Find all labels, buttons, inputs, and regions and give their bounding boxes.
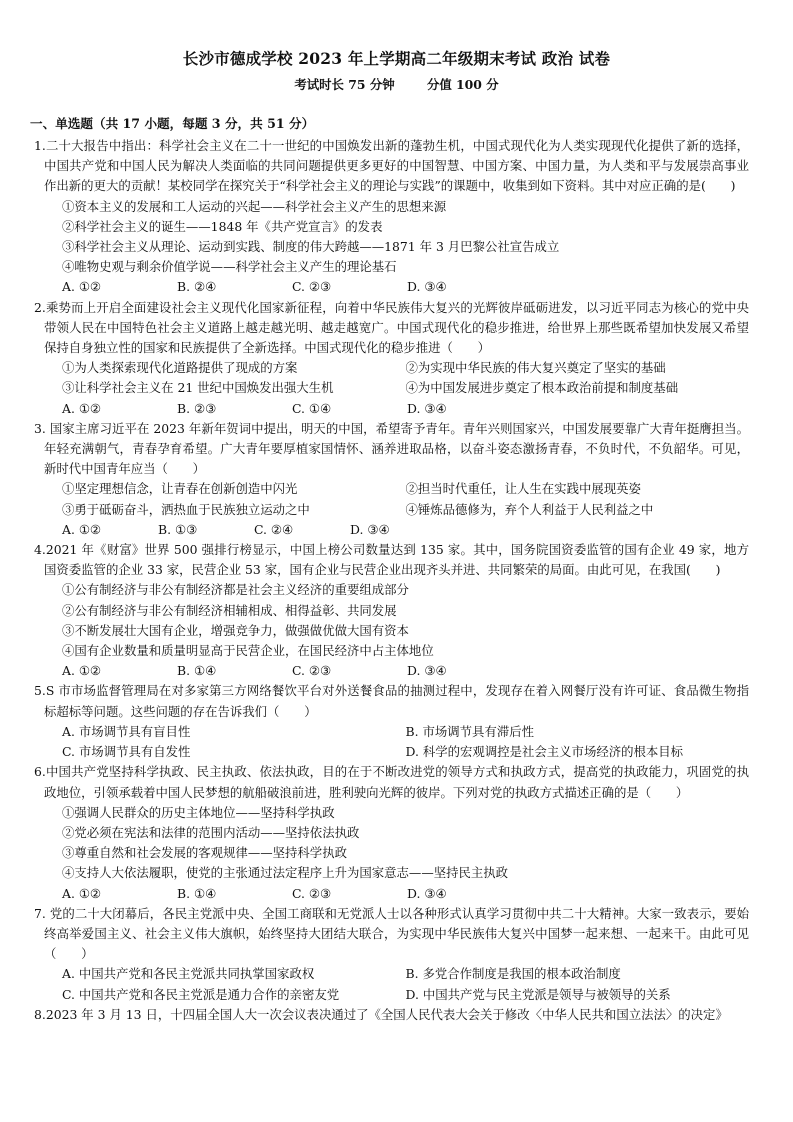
choice-a: A. ①② (62, 400, 102, 416)
choice-c: C. ②③ (292, 663, 332, 679)
choice-b: B. ①④ (177, 885, 217, 901)
choice-c: C. 中国共产党和各民主党派是通力合作的亲密友党 (62, 986, 340, 1002)
choice-d: D. ③④ (407, 279, 447, 295)
question-3 (0, 419, 793, 540)
statement-option: ③勇于砥砺奋斗，洒热血于民族独立运动之中 (62, 501, 310, 517)
section-heading: 一、单选题（共 17 小题，每题 3 分，共 51 分） (30, 116, 315, 131)
statement-option-row (0, 378, 793, 398)
exam-title: 长沙市德成学校 2023 年上学期高二年级期末考试 政治 试卷 (182, 49, 611, 68)
statement-option: ④锤炼品德修为，弃个人利益于人民利益之中 (405, 501, 654, 517)
question-8 (0, 1005, 793, 1033)
question-6 (0, 762, 793, 903)
choice-d: D. 科学的宏观调控是社会主义市场经济的根本目标 (405, 744, 684, 760)
question-stem: 5.S 市市场监督管理局在对多家第三方网络餐饮平台对外送餐食品的抽测过程中，发现存在着入网餐厅没有许可证、食品微生物指标超标等问题。这些问题的存在告诉我们（ ） (34, 683, 749, 719)
choice-b: B. 多党合作制度是我国的根本政治制度 (405, 966, 621, 982)
statement-option-row (0, 500, 793, 520)
question-list (0, 136, 793, 1033)
question-7 (0, 904, 793, 1005)
statement-option: ④国有企业数量和质量明显高于民营企业，在国民经济中占主体地位 (62, 643, 434, 659)
choice-c: C. ②③ (292, 885, 332, 901)
question-stem: 8.2023 年 3 月 13 日，十四届全国人大一次会议表决通过了《全国人民代表大会关于修改〈中华人民共和国立法法〉的决定》 (34, 1006, 728, 1022)
answer-choices (0, 884, 793, 904)
question-2 (0, 298, 793, 419)
statement-option: ①强调人民群众的历史主体地位——坚持科学执政 (62, 804, 335, 820)
question-1 (0, 136, 793, 298)
statement-option: ②为实现中华民族的伟大复兴奠定了坚实的基础 (405, 360, 666, 376)
statement-option: ③让科学社会主义在 21 世纪中国焕发出强大生机 (62, 380, 334, 396)
choice-b: B. ①③ (158, 521, 198, 537)
choice-b: B. 市场调节具有滞后性 (405, 723, 534, 739)
choice-a: A. ①② (62, 521, 102, 537)
choice-c: C. ①④ (292, 400, 332, 416)
statement-option-row (0, 479, 793, 499)
statement-option: ②公有制经济与非公有制经济相辅相成、相得益彰、共同发展 (62, 602, 397, 618)
statement-option: ①坚定理想信念，让青春在创新创造中闪光 (62, 481, 298, 497)
question-stem: 1.二十大报告中指出：科学社会主义在二十一世纪的中国焕发出新的蓬勃生机，中国式现代化为人类实现现代化提供了新的选择，中国共产党和中国人民为解决人类面临的共同问题提供更多更好的中国智慧、中国方案、中国力量，为人类和平与发展崇高事业作出新的更大的贡献！某校同学在探究关于“科学社会主义的理论与实践”的课题中，收集到如下资料。其中对应正确的是( ) (34, 138, 749, 194)
question-stem: 7. 党的二十大闭幕后，各民主党派中央、全国工商联和无党派人士以各种形式认真学习贯彻中共二十大精神。大家一致表示，要始终高举爱国主义、社会主义伟大旗帜，始终坚持大团结大联合，为实现中华民族伟大复兴中国梦一起来想、一起来干。由此可见（ ） (34, 905, 749, 962)
statement-option: ②担当时代重任，让人生在实践中展现英姿 (405, 481, 641, 497)
choice-a: A. ①② (62, 663, 102, 679)
choice-d: D. 中国共产党与民主党派是领导与被领导的关系 (405, 986, 671, 1002)
question-stem: 2.乘势而上开启全面建设社会主义现代化国家新征程，向着中华民族伟大复兴的光辉彼岸砥砺进发，以习近平同志为核心的党中央带领人民在中国特色社会主义道路上越走越光明、越走越宽广。中国式现代化的稳步推进，给世界上那些既希望加快发展又希望保持自身独立性的国家和民族提供了全新选择。中国式现代化的稳步推进（ ） (34, 299, 749, 356)
choice-d: D. ③④ (407, 663, 447, 679)
choice-a: A. ①② (62, 885, 102, 901)
statement-option: ①资本主义的发展和工人运动的兴起——科学社会主义产生的思想来源 (62, 198, 447, 214)
statement-option-row (0, 358, 793, 378)
question-stem: 3. 国家主席习近平在 2023 年新年贺词中提出，明天的中国，希望寄予青年。青年兴则国家兴，中国发展要靠广大青年挺膺担当。年轻充满朝气，青春孕育希望。广大青年要厚植家国情怀、涵养进取品格，以奋斗姿态激扬青春，不负时代，不负韶华。可见，新时代中国青年应当（ ） (34, 420, 749, 477)
statement-option: ③不断发展壮大国有企业，增强竞争力，做强做优做大国有资本 (62, 622, 409, 638)
question-4 (0, 540, 793, 681)
question-stem: 4.2021 年《财富》世界 500 强排行榜显示，中国上榜公司数量达到 135 家。其中，国务院国资委监管的国有企业 49 家，地方国资委监管的企业 33 家，民营企业 53 家，国有企业与民营企业出现齐头并进、共同繁荣的局面。由此可见，在我国( ) (34, 542, 749, 578)
answer-choice-row (0, 742, 793, 762)
answer-choices (0, 520, 793, 540)
choice-b: B. ②③ (177, 400, 217, 416)
choice-d: D. ③④ (350, 521, 390, 537)
exam-score: 分值 100 分 (426, 77, 499, 92)
exam-subtitle (0, 76, 793, 94)
statement-option: ②科学社会主义的诞生——1848 年《共产党宣言》的发表 (62, 218, 383, 234)
statement-option: ③科学社会主义从理论、运动到实践、制度的伟大跨越——1871 年 3 月巴黎公社宣告成立 (62, 239, 560, 255)
statement-option: ③尊重自然和社会发展的客观规律——坚持科学执政 (62, 845, 347, 861)
choice-d: D. ③④ (407, 400, 447, 416)
choice-c: C. 市场调节具有自发性 (62, 744, 191, 760)
choice-d: D. ③④ (407, 885, 447, 901)
choice-b: B. ②④ (177, 279, 217, 295)
exam-duration: 考试时长 75 分钟 (294, 77, 395, 92)
statement-option: ①公有制经济与非公有制经济都是社会主义经济的重要组成部分 (62, 582, 409, 598)
statement-option: ④为中国发展进步奠定了根本政治前提和制度基础 (405, 380, 679, 396)
choice-c: C. ②③ (292, 279, 332, 295)
answer-choice-row (0, 722, 793, 742)
answer-choices (0, 661, 793, 681)
answer-choices (0, 277, 793, 297)
statement-option: ④唯物史观与剩余价值学说——科学社会主义产生的理论基石 (62, 259, 397, 275)
statement-option: ②党必须在宪法和法律的范围内活动——坚持依法执政 (62, 824, 360, 840)
question-5 (0, 681, 793, 762)
answer-choice-row (0, 964, 793, 984)
choice-a: A. 中国共产党和各民主党派共同执掌国家政权 (62, 966, 315, 982)
choice-b: B. ①④ (177, 663, 217, 679)
statement-option: ④支持人大依法履职，使党的主张通过法定程序上升为国家意志——坚持民主执政 (62, 865, 509, 881)
choice-a: A. 市场调节具有盲目性 (62, 723, 191, 739)
question-stem: 6.中国共产党坚持科学执政、民主执政、依法执政，目的在于不断改进党的领导方式和执政方式，提高党的执政能力，巩固党的执政地位，引领承载着中国人民梦想的航船破浪前进，胜利驶向光辉的彼岸。下列对党的执政方式描述正确的是（ ） (34, 764, 749, 800)
choice-c: C. ②④ (254, 521, 294, 537)
choice-a: A. ①② (62, 279, 102, 295)
answer-choices (0, 399, 793, 419)
answer-choice-row (0, 985, 793, 1005)
statement-option: ①为人类探索现代化道路提供了现成的方案 (62, 360, 298, 376)
